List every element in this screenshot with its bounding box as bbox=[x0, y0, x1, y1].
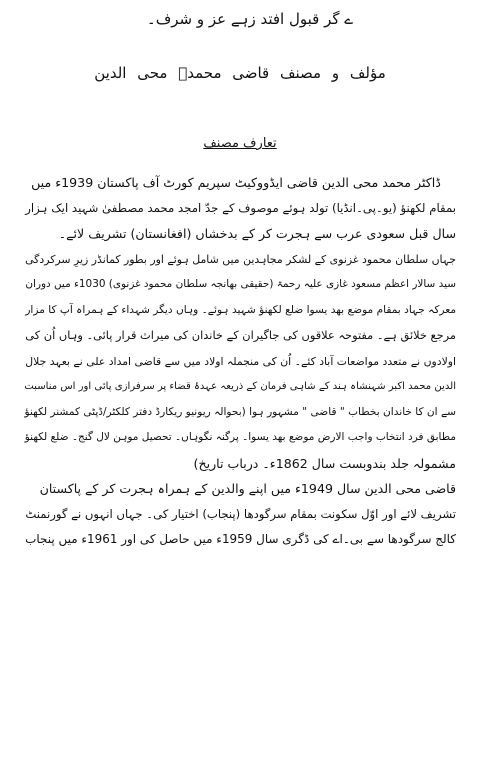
text-line: تشریف لائے اور اوّل سکونت بمقام سرگودھا (پنجاب) اختیار کی۔ جہاں انہوں نے گورنمنٹ bbox=[25, 506, 456, 521]
text-line: سید سالار اعظم مسعود غازی علیہ رحمۃ (حقیقی بھانجہ سلطان محمود غزنوی) 1030ء میں دوران bbox=[25, 278, 456, 290]
text-line: سال قبل سعودی عرب سے ہجرت کر کے بدخشاں (افغانستان) تشریف لائے۔ bbox=[58, 226, 456, 241]
author-introduction-text bbox=[16, 170, 456, 553]
section-title: تعارف مصنف bbox=[203, 136, 277, 151]
author-line: مؤلف و مصنف قاضی محمدؐ محی الدین bbox=[94, 64, 386, 82]
text-line: مطابق فرد انتخاب واجب الارض موضع بھد یسوا۔ پرگنہ نگوہاں۔ تحصیل موہن لال گنج۔ ضلع لکھنؤ bbox=[24, 431, 456, 443]
text-line: کالج سرگودھا سے بی۔اے کی ڈگری سال 1959ء میں حاصل کی اور 1961ء میں پنجاب bbox=[25, 532, 456, 546]
text-line: معرکہ جہاد بمقام موضع بھد یسوا ضلع لکھنؤ شہید ہوئے۔ وہاں دیگر شہداء کے ہمراہ آپ کا مزار bbox=[25, 303, 456, 316]
text-line: بمقام لکھنؤ (یو۔پی۔انڈیا) تولد ہوئے موصوف کے جدّ امجد محمد مصطفیٰ شہید ایک ہزار bbox=[25, 200, 456, 215]
text-line: اولادوں نے متعدد مواضعات آباد کئے۔ اُن کی منجملہ اولاد میں سے قاضی امداد علی نے بعہد جلال bbox=[25, 354, 456, 368]
text-line: الدین محمد اکبر شہنشاہ ہند کے شاہی فرمان کے ذریعہ عہدۂ قضاء پر سرفرازی پائی اور اس مناسبت bbox=[24, 381, 456, 392]
text-line: ڈاکٹر محمد محی الدین قاضی ایڈووکیٹ سپریم کورٹ آف پاکستان 1939ء میں bbox=[31, 175, 441, 190]
opening-verse: ے گر قبول افتد زہے عز و شرف۔ bbox=[146, 10, 354, 28]
text-line: سے ان کا خاندان بخطاب " قاضی " مشہور ہوا (بحوالہ ریونیو ریکارڈ دفتر کلکٹر/ڈپٹی کمشنر لکھنؤ bbox=[24, 405, 456, 418]
text-line: جہاں سلطان محمود غزنوی کے لشکر مجاہدین میں شامل ہوئے اور بطور کمانڈر زیرِ سرکردگی bbox=[25, 252, 456, 266]
text-line: مشمولہ جلد بندوبست سال 1862ء۔ درباب تاریخ) bbox=[193, 455, 456, 471]
text-line: قاضی محی الدین سال 1949ء میں اپنے والدین کے ہمراہ ہجرت کر کے پاکستان bbox=[39, 481, 456, 496]
text-line: مرجع خلائق ہے۔ مفتوحہ علاقوں کی جاگیران کے خاندان کی میراث قرار پائی۔ وہاں اُن کی bbox=[25, 328, 456, 342]
